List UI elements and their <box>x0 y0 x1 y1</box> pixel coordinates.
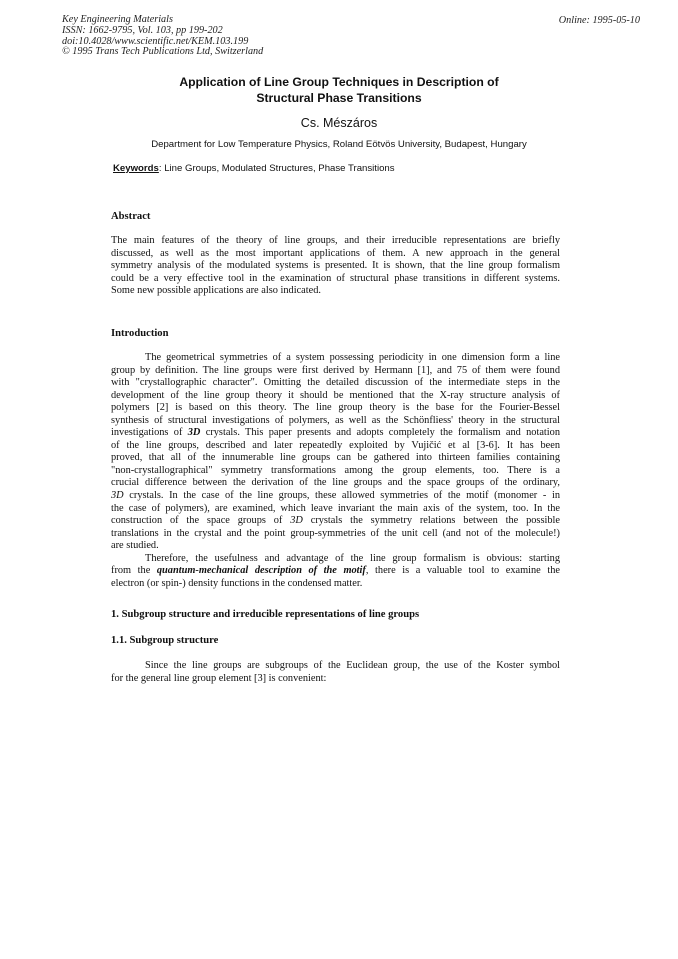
intro-line: 3D crystals. In the case of the line groups, these allowed symmetries of the motif (monomer - in <box>111 490 561 502</box>
subsection-1-1-heading: 1.1. Subgroup structure <box>111 635 219 646</box>
section-1-paragraph <box>111 660 560 685</box>
intro-line: the case of polymers), are examined, which leave invariant the main axis of the system, too. In the <box>111 502 560 514</box>
intro-line: polymers [2] is based on this theory. The line group theory is the base for the Fourier-Bessel <box>111 402 560 414</box>
introduction-paragraph <box>111 352 560 590</box>
intro-line: investigations of 3D crystals. This paper presents and adopts completely the formalism and notation <box>111 427 561 439</box>
intro-line: The geometrical symmetries of a system possessing periodicity in one dimension form a line <box>145 352 560 363</box>
section-1-heading: 1. Subgroup structure and irreducible representations of line groups <box>111 609 420 620</box>
keywords <box>113 163 395 174</box>
section-1-line: for the general line group element [3] is convenient: <box>111 672 327 684</box>
intro-line: development of the line group theory it should be mentioned that the X-ray structure analysis of <box>111 389 560 401</box>
title-line-2: Structural Phase Transitions <box>256 91 422 105</box>
copyright-line: © 1995 Trans Tech Publications Ltd, Switzerland <box>62 46 264 58</box>
abstract-line: discussed, as well as the most important applications of them. A new approach in the general <box>111 247 560 259</box>
title-line-1: Application of Line Group Techniques in Description of <box>179 75 499 89</box>
keywords-label: Keywords <box>113 163 159 174</box>
abstract-line: symmetry analysis of the modulated systems is presented. It is shown, that the line group formalism <box>111 260 560 272</box>
intro-line: construction of the space groups of 3D crystals the symmetry relations between the possible <box>111 515 560 527</box>
abstract-paragraph <box>111 235 560 298</box>
intro-line: Therefore, the usefulness and advantage of the line group formalism is obvious: starting <box>145 552 560 564</box>
intro-line: from the quantum-mechanical description of the motif, there is a valuable tool to examine the <box>111 565 560 577</box>
emphasis-phrase: quantum-mechanical description of the motif <box>156 565 366 577</box>
abstract-line: Some new possible applications are also indicated. <box>111 285 321 297</box>
intro-line: synthesis of structural investigations of polymers, as well as the Schönfliess' theory in the structural <box>111 414 560 426</box>
journal-name: Key Engineering Materials <box>62 14 173 25</box>
publication-info <box>62 15 263 58</box>
section-1-line: Since the line groups are subgroups of the Euclidean group, the use of the Koster symbol <box>145 660 560 671</box>
doi-link[interactable]: doi:10.4028/www.scientific.net/KEM.103.199 <box>62 35 249 47</box>
intro-line: are studied. <box>111 540 159 552</box>
intro-line: group by definition. The line groups were first derived by Hermann [1], and 75 of them were found <box>111 364 560 376</box>
intro-line: proved, that all of the innumerable line groups can be gathered into thirteen families containing <box>111 452 560 464</box>
paper-title <box>0 74 678 106</box>
intro-line: of the line groups, described and later repeatedly exploited by Vujičić et al [3-6]. It has been <box>111 439 560 451</box>
author-name: Cs. Mészáros <box>300 116 378 130</box>
intro-line: translations in the crystal and the point group-symmetries of the unit cell (and not of the molecule!) <box>111 527 560 539</box>
intro-line: with "crystallographic character". Omitting the detailed discussion of the intermediate steps in the <box>111 377 560 389</box>
issn-line: ISSN: 1662-9795, Vol. 103, pp 199-202 <box>62 24 223 36</box>
abstract-line: The main features of the theory of line groups, and their irreducible representations are briefly <box>111 235 560 246</box>
intro-line: crucial difference between the derivation of the line groups and the space groups of the ordinary, <box>111 477 560 489</box>
online-date: Online: 1995-05-10 <box>558 15 640 26</box>
abstract-line: could be a very effective tool in the examination of structural phase transitions in different systems. <box>111 272 560 284</box>
affiliation: Department for Low Temperature Physics, Roland Eötvös University, Budapest, Hungary <box>151 139 527 150</box>
abstract-heading: Abstract <box>111 211 151 222</box>
intro-line: "non-crystallographical" symmetry transformations among the group elements, too. There is a <box>111 464 560 476</box>
keywords-text: : Line Groups, Modulated Structures, Phase Transitions <box>158 163 395 174</box>
introduction-heading: Introduction <box>111 328 169 339</box>
intro-line: electron (or spin-) density functions in the condensed matter. <box>111 577 363 589</box>
